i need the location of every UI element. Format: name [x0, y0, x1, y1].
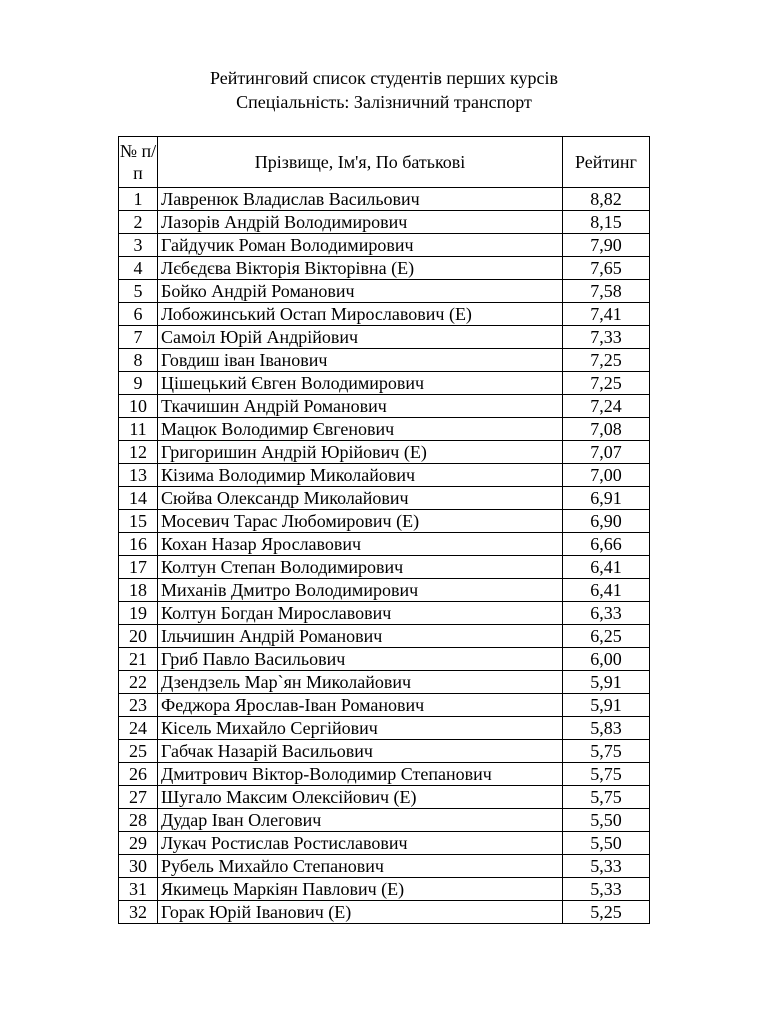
- table-row: [119, 809, 650, 832]
- student-rating: 7,00: [563, 464, 650, 487]
- table-row: [119, 832, 650, 855]
- student-name: Лавренюк Владислав Васильович: [158, 188, 563, 211]
- student-name: Лукач Ростислав Ростиславович: [158, 832, 563, 855]
- student-rating: 5,50: [563, 832, 650, 855]
- student-rating: 8,82: [563, 188, 650, 211]
- table-row: [119, 211, 650, 234]
- row-number: 24: [119, 717, 158, 740]
- row-number: 15: [119, 510, 158, 533]
- table-row: [119, 763, 650, 786]
- row-number: 7: [119, 326, 158, 349]
- table-row: [119, 257, 650, 280]
- student-rating: 5,75: [563, 763, 650, 786]
- row-number: 18: [119, 579, 158, 602]
- table-row: [119, 648, 650, 671]
- student-rating: 7,58: [563, 280, 650, 303]
- row-number: 30: [119, 855, 158, 878]
- student-rating: 6,00: [563, 648, 650, 671]
- student-name: Бойко Андрій Романович: [158, 280, 563, 303]
- student-name: Кізима Володимир Миколайович: [158, 464, 563, 487]
- student-name: Габчак Назарій Васильович: [158, 740, 563, 763]
- student-rating: 7,07: [563, 441, 650, 464]
- student-name: Горак Юрій Іванович (Е): [158, 901, 563, 924]
- table-row: [119, 464, 650, 487]
- table-body: [119, 188, 650, 924]
- table-row: [119, 556, 650, 579]
- row-number: 31: [119, 878, 158, 901]
- table-row: [119, 533, 650, 556]
- row-number: 16: [119, 533, 158, 556]
- student-name: Дудар Іван Олегович: [158, 809, 563, 832]
- student-name: Ткачишин Андрій Романович: [158, 395, 563, 418]
- student-rating: 5,75: [563, 786, 650, 809]
- row-number: 21: [119, 648, 158, 671]
- table-row: [119, 510, 650, 533]
- table-row: [119, 901, 650, 924]
- table-row: [119, 280, 650, 303]
- student-name: Рубель Михайло Степанович: [158, 855, 563, 878]
- student-name: Колтун Степан Володимирович: [158, 556, 563, 579]
- row-number: 8: [119, 349, 158, 372]
- student-rating: 7,33: [563, 326, 650, 349]
- student-rating: 5,75: [563, 740, 650, 763]
- table-row: [119, 395, 650, 418]
- row-number: 29: [119, 832, 158, 855]
- student-name: Якимець Маркіян Павлович (Е): [158, 878, 563, 901]
- table-row: [119, 878, 650, 901]
- student-name: Лєбєдєва Вікторія Вікторівна (Е): [158, 257, 563, 280]
- table-header-row: [119, 137, 650, 188]
- student-rating: 6,90: [563, 510, 650, 533]
- student-name: Говдиш іван Іванович: [158, 349, 563, 372]
- student-rating: 6,41: [563, 556, 650, 579]
- row-number: 22: [119, 671, 158, 694]
- student-name: Кісель Михайло Сергійович: [158, 717, 563, 740]
- student-name: Дмитрович Віктор-Володимир Степанович: [158, 763, 563, 786]
- student-rating: 8,15: [563, 211, 650, 234]
- document-subtitle: Спеціальність: Залізничний транспорт: [236, 92, 532, 112]
- student-rating: 6,91: [563, 487, 650, 510]
- table-row: [119, 625, 650, 648]
- table-row: [119, 579, 650, 602]
- rating-table: [118, 136, 650, 924]
- table-row: [119, 786, 650, 809]
- table-row: [119, 694, 650, 717]
- table-row: [119, 303, 650, 326]
- student-rating: 7,25: [563, 349, 650, 372]
- row-number: 1: [119, 188, 158, 211]
- row-number: 6: [119, 303, 158, 326]
- student-name: Гайдучик Роман Володимирович: [158, 234, 563, 257]
- row-number: 3: [119, 234, 158, 257]
- student-name: Лобожинський Остап Мирославович (Е): [158, 303, 563, 326]
- table-row: [119, 188, 650, 211]
- student-rating: 7,08: [563, 418, 650, 441]
- student-name: Мосевич Тарас Любомирович (Е): [158, 510, 563, 533]
- table-row: [119, 487, 650, 510]
- student-rating: 5,50: [563, 809, 650, 832]
- student-rating: 6,25: [563, 625, 650, 648]
- row-number: 19: [119, 602, 158, 625]
- row-number: 28: [119, 809, 158, 832]
- student-name: Феджора Ярослав-Іван Романович: [158, 694, 563, 717]
- student-name: Миханів Дмитро Володимирович: [158, 579, 563, 602]
- student-name: Лазорів Андрій Володимирович: [158, 211, 563, 234]
- row-number: 4: [119, 257, 158, 280]
- row-number: 13: [119, 464, 158, 487]
- row-number: 17: [119, 556, 158, 579]
- document-title: Рейтинговий список студентів перших курсів: [210, 68, 558, 88]
- student-name: Колтун Богдан Мирославович: [158, 602, 563, 625]
- row-number: 23: [119, 694, 158, 717]
- row-number: 25: [119, 740, 158, 763]
- table-row: [119, 372, 650, 395]
- student-rating: 5,91: [563, 694, 650, 717]
- student-rating: 7,41: [563, 303, 650, 326]
- row-number: 2: [119, 211, 158, 234]
- table-row: [119, 671, 650, 694]
- student-name: Ільчишин Андрій Романович: [158, 625, 563, 648]
- header-full-name: Прізвище, Ім'я, По батькові: [158, 137, 563, 188]
- row-number: 10: [119, 395, 158, 418]
- table-row: [119, 441, 650, 464]
- student-rating: 6,41: [563, 579, 650, 602]
- row-number: 5: [119, 280, 158, 303]
- student-rating: 5,83: [563, 717, 650, 740]
- table-row: [119, 418, 650, 441]
- table-row: [119, 602, 650, 625]
- student-rating: 7,25: [563, 372, 650, 395]
- student-name: Григоришин Андрій Юрійович (Е): [158, 441, 563, 464]
- student-rating: 5,91: [563, 671, 650, 694]
- student-name: Сюйва Олександр Миколайович: [158, 487, 563, 510]
- header-number: № п/п: [119, 137, 158, 188]
- student-name: Шугало Максим Олексійович (Е): [158, 786, 563, 809]
- row-number: 12: [119, 441, 158, 464]
- student-rating: 7,90: [563, 234, 650, 257]
- student-rating: 7,24: [563, 395, 650, 418]
- header-rating: Рейтинг: [563, 137, 650, 188]
- student-name: Гриб Павло Васильович: [158, 648, 563, 671]
- row-number: 26: [119, 763, 158, 786]
- student-rating: 5,25: [563, 901, 650, 924]
- table-row: [119, 717, 650, 740]
- student-name: Самоіл Юрій Андрійович: [158, 326, 563, 349]
- table-row: [119, 326, 650, 349]
- table-row: [119, 855, 650, 878]
- student-rating: 5,33: [563, 878, 650, 901]
- student-rating: 6,33: [563, 602, 650, 625]
- student-rating: 6,66: [563, 533, 650, 556]
- row-number: 9: [119, 372, 158, 395]
- table-row: [119, 349, 650, 372]
- student-name: Мацюк Володимир Євгенович: [158, 418, 563, 441]
- student-rating: 5,33: [563, 855, 650, 878]
- row-number: 14: [119, 487, 158, 510]
- student-name: Кохан Назар Ярославович: [158, 533, 563, 556]
- table-row: [119, 234, 650, 257]
- row-number: 27: [119, 786, 158, 809]
- row-number: 20: [119, 625, 158, 648]
- row-number: 32: [119, 901, 158, 924]
- student-rating: 7,65: [563, 257, 650, 280]
- table-row: [119, 740, 650, 763]
- row-number: 11: [119, 418, 158, 441]
- student-name: Дзендзель Мар`ян Миколайович: [158, 671, 563, 694]
- student-name: Цішецький Євген Володимирович: [158, 372, 563, 395]
